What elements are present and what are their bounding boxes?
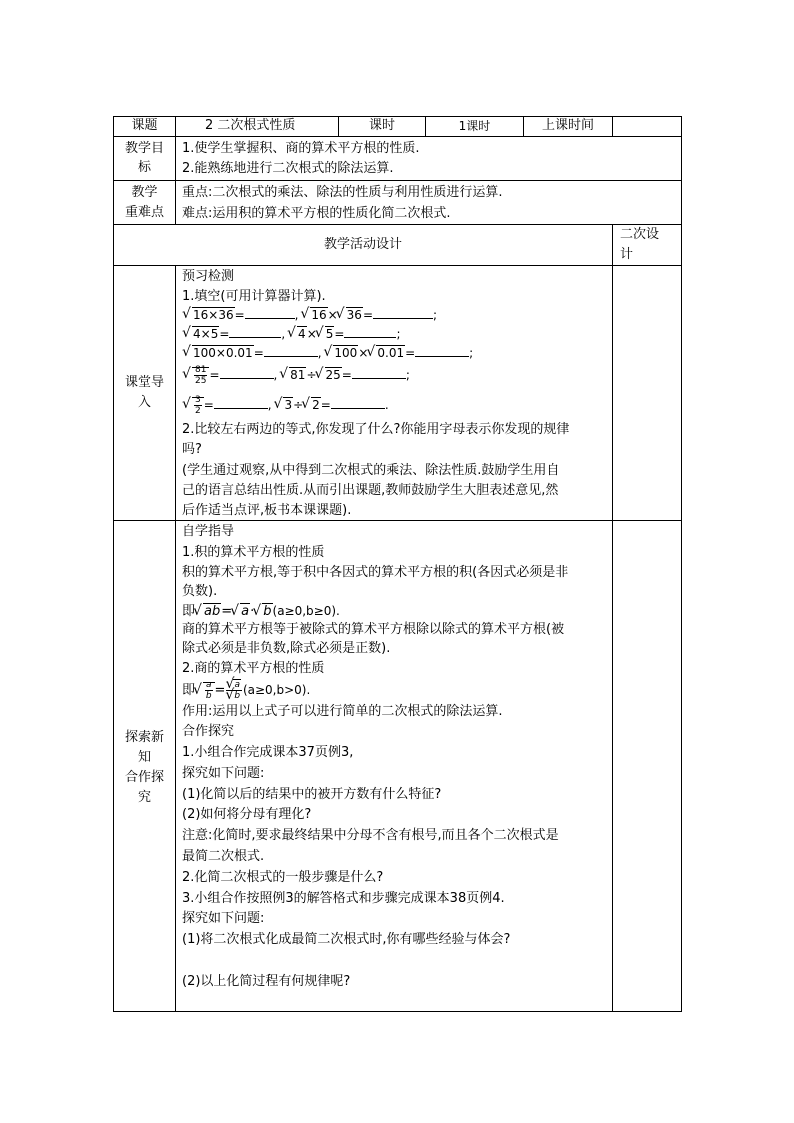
product-property-title: 1.积的算术平方根的性质 <box>182 545 325 560</box>
second-design-line1: 二次设 <box>620 227 660 242</box>
intro-note-line1: (学生通过观察,从中得到二次根式的乘法、除法性质.鼓励学生用自 <box>182 463 560 478</box>
class-time-label: 上课时间 <box>541 118 594 133</box>
intro-label-line2: 入 <box>137 395 151 410</box>
objectives-label-line2: 标 <box>137 160 151 175</box>
fill-line-1: √ 16×36= , √ 16×√ 36= ; <box>184 306 437 324</box>
coop-task-3-prompt: 探究如下问题: <box>182 911 265 926</box>
coop-task-2: 2.化简二次根式的一般步骤是什么? <box>182 870 384 885</box>
quotient-property-title: 2.商的算术平方根的性质 <box>182 661 325 676</box>
answer-blank <box>344 325 396 338</box>
intro-label-line1: 课堂导 <box>124 375 164 390</box>
sqrt-expression: √ 4 <box>289 325 307 343</box>
difficult-point: 难点:运用积的算术平方根的性质化简二次根式. <box>182 206 451 221</box>
sqrt-expression: √ b <box>254 603 272 621</box>
sqrt-fraction: √ $\frac{a}{b}$ <box>195 678 215 704</box>
explore-label-line1: 探索新 <box>124 730 164 745</box>
product-property-line2: 负数). <box>182 584 218 599</box>
sqrt-expression: √ 36 <box>338 306 363 324</box>
attention-note-line1: 注意:化简时,要求最终结果中分母不含有根号,而且各个二次根式是 <box>182 828 559 843</box>
objective-item-1: 1.使学生掌握积、商的算术平方根的性质. <box>182 141 420 156</box>
period-label: 课时 <box>368 118 395 133</box>
coop-task-1-q2: (2)如何将分母有理化? <box>182 807 312 822</box>
preview-question-2-line1: 2.比较左右两边的等式,你发现了什么?你能用字母表示你发现的规律 <box>182 422 570 437</box>
key-point: 重点:二次根式的乘法、除法的性质与利用性质进行运算. <box>182 185 503 200</box>
sqrt-fraction: √ $\frac{3}{2}$ <box>184 392 204 418</box>
fill-line-4: √ $\frac{81}{25}$ = , √ 81÷√ 25= ; <box>184 362 410 388</box>
explore-label-line3: 合作探 <box>124 770 164 785</box>
sqrt-expression: √ 16 <box>302 306 327 324</box>
fill-line-3: √ 100×0.01= , √ 100×√ 0.01= ; <box>184 344 473 362</box>
answer-blank <box>229 325 281 338</box>
sqrt-fraction: √ $\frac{81}{25}$ <box>184 362 209 388</box>
coop-heading: 合作探究 <box>182 724 235 739</box>
answer-blank <box>373 306 433 319</box>
sqrt-expression: √ 100 <box>325 344 358 362</box>
answer-blank <box>220 366 274 379</box>
preview-question-2-line2: 吗? <box>182 442 202 457</box>
fill-line-5: √ $\frac{3}{2}$ = , √ 3÷√ 2= . <box>184 392 389 418</box>
coop-task-1: 1.小组合作完成课本37页例3, <box>182 745 354 760</box>
sqrt-expression: √ 0.01 <box>368 344 405 362</box>
sqrt-expression: √ 4×5 <box>184 325 219 343</box>
quotient-property-line1: 商的算术平方根等于被除式的算术平方根除以除式的算术平方根(被 <box>182 622 565 637</box>
answer-blank <box>245 306 295 319</box>
sqrt-expression: √ 2 <box>303 392 321 418</box>
period-value: 1课时 <box>458 119 491 133</box>
fraction-of-roots: √ a √ b <box>226 680 242 701</box>
answer-blank <box>264 344 318 357</box>
coop-task-1-q1: (1)化简以后的结果中的被开方数有什么特征? <box>182 787 442 802</box>
sqrt-expression: √ 25 <box>317 362 342 388</box>
answer-blank <box>331 396 385 409</box>
fill-line-2: √ 4×5= , √ 4×√ 5= ; <box>184 325 401 343</box>
objectives-label-line1: 教学目 <box>124 141 164 156</box>
design-title: 教学活动设计 <box>323 237 402 252</box>
topic-value: 2 二次根式性质 <box>205 118 296 133</box>
objective-item-2: 2.能熟练地进行二次根式的除法运算. <box>182 161 394 176</box>
answer-blank <box>214 396 268 409</box>
sqrt-expression: √ 5 <box>317 325 335 343</box>
topic-label: 课题 <box>131 118 158 133</box>
quotient-formula: 即 √ $\frac{a}{b}$ = √ a √ b (a≥0,b>0). <box>182 677 310 704</box>
coop-task-3-q1: (1)将二次根式化成最简二次根式时,你有哪些经验与体会? <box>182 932 511 947</box>
preview-heading: 预习检测 <box>182 269 235 284</box>
sqrt-expression: √ 100×0.01 <box>184 344 254 362</box>
explore-label-line2: 知 <box>137 750 151 765</box>
sqrt-expression: √ 3 <box>275 392 293 418</box>
second-design-line2: 计 <box>620 247 634 262</box>
intro-note-line2: 己的语言总结出性质.从而引出课题,教师鼓励学生大胆表述意见,然 <box>182 483 559 498</box>
intro-note-line3: 后作适当点评,板书本课课题). <box>182 503 352 518</box>
coop-task-1-prompt: 探究如下问题: <box>182 766 265 781</box>
coop-task-3-q2: (2)以上化简过程有何规律呢? <box>182 974 351 989</box>
self-study-heading: 自学指导 <box>182 524 235 539</box>
answer-blank <box>415 344 469 357</box>
preview-question-1: 1.填空(可用计算器计算). <box>182 289 326 304</box>
product-formula: 即√ ab=√ a·√ b(a≥0,b≥0). <box>182 602 340 621</box>
answer-blank <box>352 366 406 379</box>
attention-note-line2: 最简二次根式. <box>182 849 265 864</box>
explore-label-line4: 究 <box>137 790 151 805</box>
product-property-line1: 积的算术平方根,等于积中各因式的算术平方根的积(各因式必须是非 <box>182 565 569 580</box>
sqrt-expression: √ ab <box>195 603 221 621</box>
coop-task-3: 3.小组合作按照例3的解答格式和步骤完成课本38页例4. <box>182 891 505 906</box>
sqrt-expression: √ a <box>232 603 250 621</box>
sqrt-expression: √ 16×36 <box>184 306 235 324</box>
keypoints-label-line1: 教学 <box>131 185 158 200</box>
sqrt-expression: √ 81 <box>281 362 306 388</box>
quotient-property-line2: 除式必须是非负数,除式必须是正数). <box>182 641 391 656</box>
keypoints-label-line2: 重难点 <box>124 205 164 220</box>
usage-note: 作用:运用以上式子可以进行简单的二次根式的除法运算. <box>182 704 503 719</box>
